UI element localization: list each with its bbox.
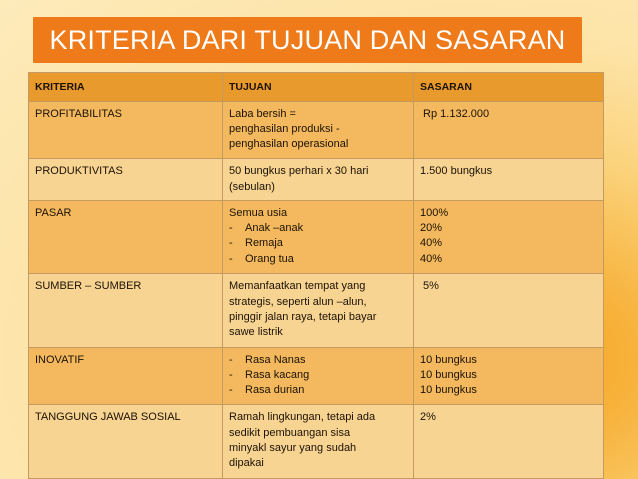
table-header-row: [29, 73, 604, 102]
sasaran-cell: [414, 102, 604, 159]
kriteria-cell: PRODUKTIVITAS: [29, 159, 223, 200]
tujuan-line: sedikit pembuangan sisa: [229, 426, 351, 439]
tujuan-line: strategis, seperti alun –alun,: [229, 295, 367, 308]
tujuan-line: penghasilan produksi -: [229, 123, 340, 136]
table-row: [29, 200, 604, 274]
tujuan-cell: [223, 102, 414, 159]
table-row: [29, 102, 604, 159]
sasaran-cell: [414, 274, 604, 348]
header-kriteria: KRITERIA: [29, 73, 223, 102]
sasaran-line: Rp 1.132.000: [420, 108, 490, 120]
tujuan-cell: [223, 159, 414, 200]
tujuan-item-text: Rasa durian: [245, 384, 305, 397]
kriteria-cell: INOVATIF: [29, 347, 223, 404]
kriteria-cell: PASAR: [29, 200, 223, 274]
tujuan-list-item: - Rasa kacang: [229, 369, 310, 382]
tujuan-line: Memanfaatkan tempat yang: [229, 280, 366, 293]
sasaran-line: 1.500 bungkus: [420, 165, 493, 178]
kriteria-cell: TANGGUNG JAWAB SOSIAL: [29, 405, 223, 479]
tujuan-line: penghasilan operasional: [229, 138, 349, 151]
tujuan-list-item: - Rasa Nanas: [229, 353, 306, 366]
tujuan-line: sawe listrik: [229, 326, 283, 339]
tujuan-item-text: Rasa kacang: [245, 369, 310, 382]
tujuan-line: Semua usia: [229, 206, 288, 219]
criteria-table: [28, 72, 604, 479]
sasaran-line: 10 bungkus: [420, 369, 477, 382]
tujuan-cell: [223, 347, 414, 404]
tujuan-cell: [223, 200, 414, 274]
tujuan-list-item: - Rasa durian: [229, 384, 305, 397]
tujuan-cell: [223, 274, 414, 348]
sasaran-line: 40%: [420, 252, 443, 265]
sasaran-line: 40%: [420, 237, 443, 250]
tujuan-list-item: - Orang tua: [229, 252, 294, 265]
sasaran-line: 10 bungkus: [420, 384, 477, 397]
sasaran-line: 20%: [420, 222, 443, 235]
tujuan-item-text: Rasa Nanas: [245, 353, 306, 366]
tujuan-line: Ramah lingkungan, tetapi ada: [229, 411, 376, 424]
sasaran-line: 5%: [420, 280, 439, 293]
table-row: [29, 347, 604, 404]
sasaran-cell: [414, 159, 604, 200]
table-row: [29, 159, 604, 200]
tujuan-item-text: Orang tua: [245, 252, 294, 265]
tujuan-cell: [223, 405, 414, 479]
sasaran-line: 100%: [420, 206, 449, 219]
sasaran-cell: [414, 347, 604, 404]
sasaran-line: 2%: [420, 411, 436, 424]
sasaran-line: 10 bungkus: [420, 353, 477, 366]
tujuan-line: minyakl sayur yang sudah: [229, 441, 357, 454]
tujuan-line: pinggir jalan raya, tetapi bayar: [229, 310, 377, 323]
table-row: [29, 274, 604, 348]
slide-title: KRITERIA DARI TUJUAN DAN SASARAN: [33, 17, 582, 63]
tujuan-line: Laba bersih =: [229, 108, 296, 120]
tujuan-list-item: - Remaja: [229, 237, 283, 250]
sasaran-cell: [414, 405, 604, 479]
kriteria-cell: PROFITABILITAS: [29, 102, 223, 159]
header-tujuan: TUJUAN: [223, 73, 414, 102]
kriteria-cell: SUMBER – SUMBER: [29, 274, 223, 348]
table-row: [29, 405, 604, 479]
tujuan-line: (sebulan): [229, 180, 275, 193]
sasaran-cell: [414, 200, 604, 274]
tujuan-line: dipakai: [229, 457, 264, 470]
tujuan-line: 50 bungkus perhari x 30 hari: [229, 165, 369, 178]
tujuan-item-text: Anak –anak: [245, 222, 304, 235]
header-sasaran: SASARAN: [414, 73, 604, 102]
tujuan-item-text: Remaja: [245, 237, 283, 250]
tujuan-list-item: - Anak –anak: [229, 222, 304, 235]
